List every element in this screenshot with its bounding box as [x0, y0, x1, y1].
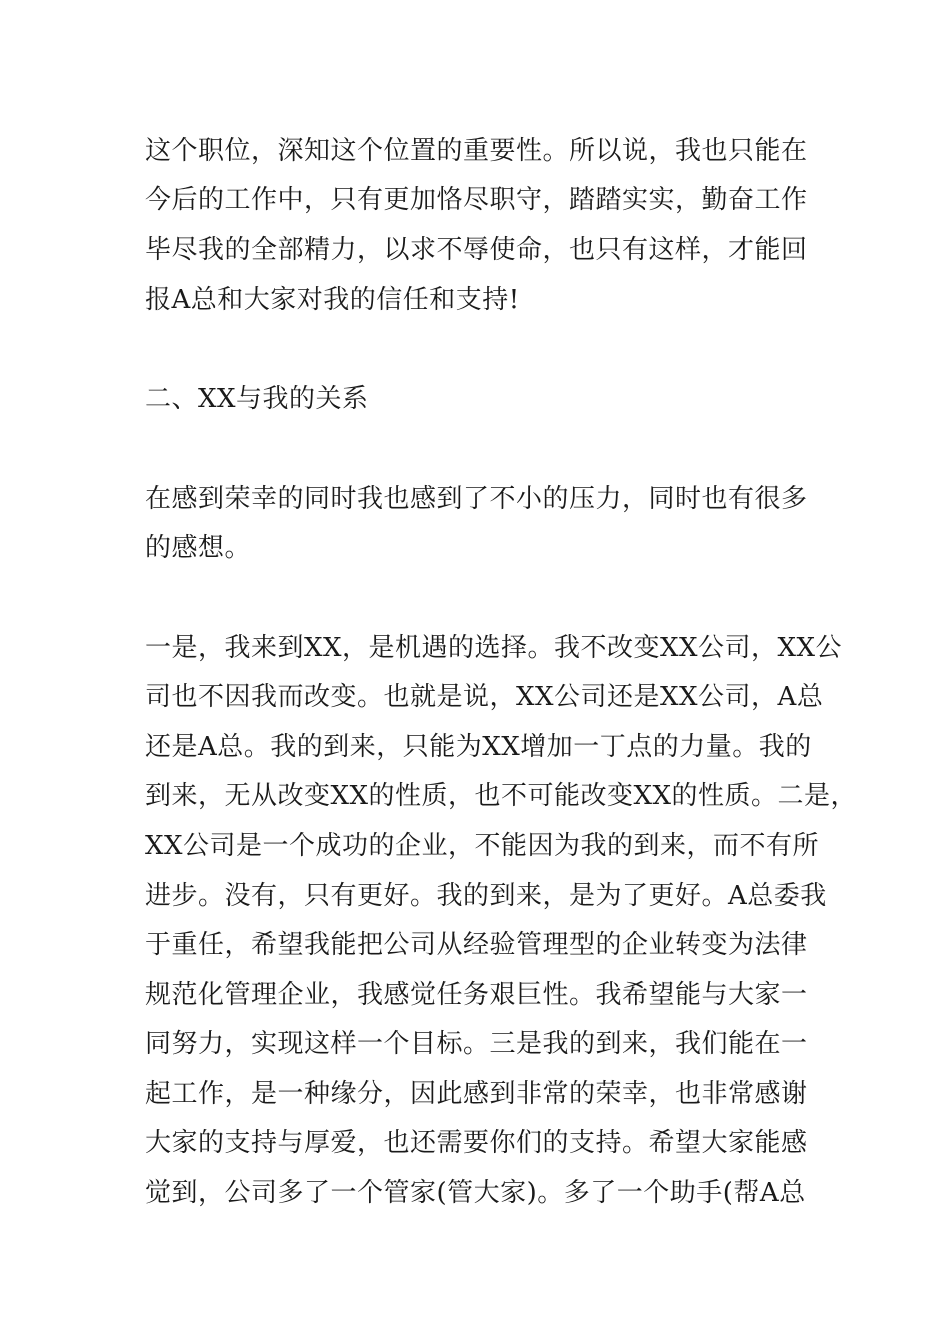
- paragraph-line: 进步。没有，只有更好。我的到来，是为了更好。A总委我: [145, 881, 827, 911]
- paragraph-line: XX公司是一个成功的企业，不能因为我的到来，而不有所: [145, 831, 820, 861]
- paragraph-line: 这个职位，深知这个位置的重要性。所以说，我也只能在: [145, 136, 808, 166]
- paragraph-line: 在感到荣幸的同时我也感到了不小的压力，同时也有很多: [145, 484, 808, 514]
- paragraph-line: 同努力，实现这样一个目标。三是我的到来，我们能在一: [145, 1029, 808, 1059]
- paragraph-line: 起工作，是一种缘分，因此感到非常的荣幸，也非常感谢: [145, 1079, 808, 1109]
- paragraph-line: 大家的支持与厚爱，也还需要你们的支持。希望大家能感: [145, 1128, 808, 1158]
- paragraph-line: 还是A总。我的到来，只能为XX增加一丁点的力量。我的: [145, 732, 812, 762]
- paragraph-line: 毕尽我的全部精力，以求不辱使命，也只有这样，才能回: [145, 235, 808, 265]
- paragraph-line: 的感想。: [145, 533, 252, 563]
- section-heading: 二、XX与我的关系: [145, 384, 369, 414]
- paragraph-line: 觉到，公司多了一个管家(管大家)。多了一个助手(帮A总: [145, 1178, 806, 1208]
- paragraph-line: 规范化管理企业，我感觉任务艰巨性。我希望能与大家一: [145, 980, 808, 1010]
- paragraph-line: 到来，无从改变XX的性质，也不可能改变XX的性质。二是，: [145, 781, 858, 811]
- paragraph-line: 于重任，希望我能把公司从经验管理型的企业转变为法律: [145, 930, 808, 960]
- paragraph-line: 报A总和大家对我的信任和支持!: [145, 285, 520, 315]
- paragraph-line: 司也不因我而改变。也就是说，XX公司还是XX公司，A总: [145, 682, 824, 712]
- paragraph-line: 一是，我来到XX，是机遇的选择。我不改变XX公司，XX公: [145, 633, 843, 663]
- paragraph-line: 今后的工作中，只有更加恪尽职守，踏踏实实，勤奋工作: [145, 185, 808, 215]
